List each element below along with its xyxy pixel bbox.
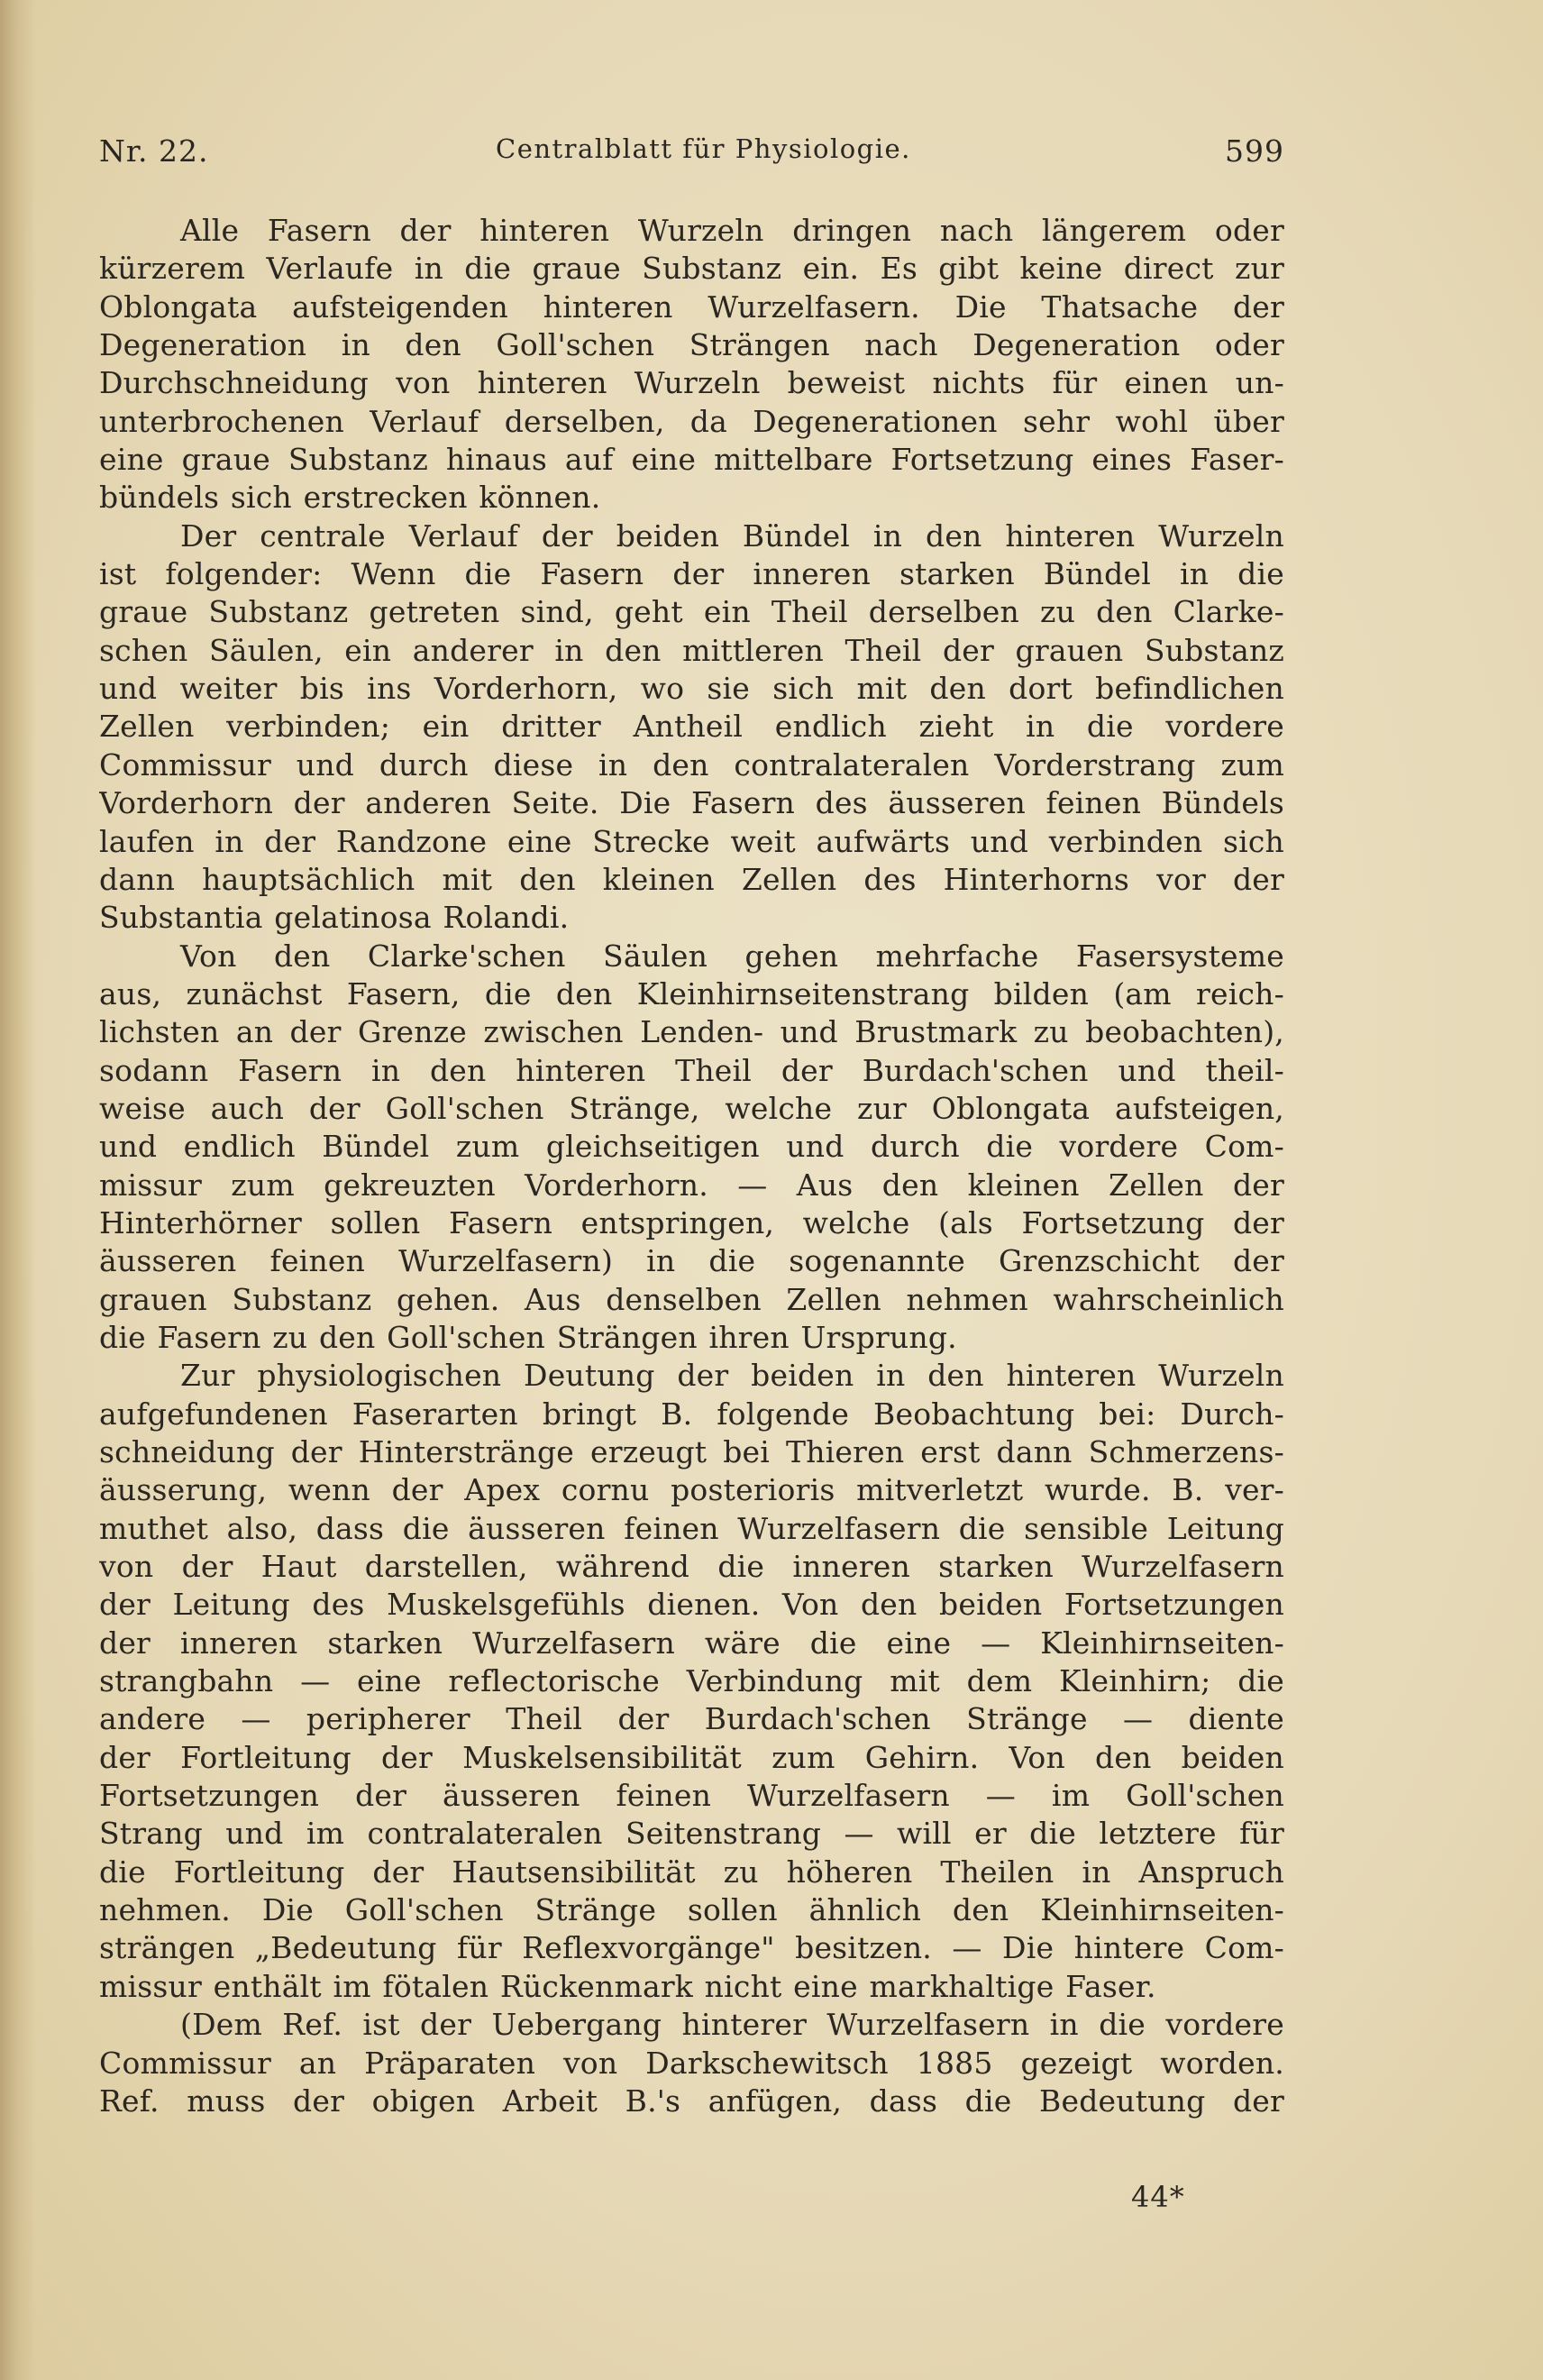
text-line: aufgefundenen Faserarten bringt B. folgende Beobachtung bei: Durch- xyxy=(99,1396,1284,1432)
text-line: Alle Fasern der hinteren Wurzeln dringen nach längerem oder xyxy=(180,213,1284,248)
text-line: andere — peripherer Theil der Burdach'schen Stränge — diente xyxy=(99,1701,1284,1737)
text-line: schen Säulen, ein anderer in den mittleren Theil der grauen Substanz xyxy=(99,632,1284,668)
page-edge xyxy=(0,0,36,2380)
text-line: dann hauptsächlich mit den kleinen Zellen des Hinterhorns vor der xyxy=(99,861,1284,897)
text-line: und endlich Bündel zum gleichseitigen und durch die vordere Com- xyxy=(99,1129,1284,1165)
text-line: Degeneration in den Goll'schen Strängen nach Degeneration oder xyxy=(99,327,1284,363)
text-line: strängen „Bedeutung für Reflexvorgänge" besitzen. — Die hintere Com- xyxy=(99,1930,1284,1966)
text-line: missur zum gekreuzten Vorderhorn. — Aus den kleinen Zellen der xyxy=(99,1167,1284,1203)
issue-number: Nr. 22. xyxy=(99,133,209,169)
text-line: Oblongata aufsteigenden hinteren Wurzelfasern. Die Thatsache der xyxy=(99,288,1284,325)
text-line: und weiter bis ins Vorderhorn, wo sie sich mit den dort befindlichen xyxy=(99,671,1284,707)
text-line: muthet also, dass die äusseren feinen Wurzelfasern die sensible Leitung xyxy=(99,1510,1284,1546)
text-line: Vorderhorn der anderen Seite. Die Fasern des äusseren feinen Bündels xyxy=(99,785,1284,821)
text-line: Commissur und durch diese in den contralateralen Vorderstrang zum xyxy=(99,746,1284,783)
page-number: 599 xyxy=(1225,133,1284,169)
text-line: der Fortleitung der Muskelsensibilität zum Gehirn. Von den beiden xyxy=(99,1739,1284,1775)
text-line: Der centrale Verlauf der beiden Bündel in den hinteren Wurzeln xyxy=(180,517,1284,554)
text-line: missur enthält im fötalen Rückenmark nicht eine markhaltige Faser. xyxy=(99,1968,1156,2004)
text-line: äusseren feinen Wurzelfasern) in die sogenannte Grenzschicht der xyxy=(99,1243,1284,1279)
text-line: sodann Fasern in den hinteren Theil der Burdach'schen und theil- xyxy=(99,1052,1284,1088)
text-line: ist folgender: Wenn die Fasern der inneren starken Bündel in die xyxy=(99,556,1284,592)
text-line: von der Haut darstellen, während die inneren starken Wurzelfasern xyxy=(99,1549,1284,1585)
text-line: Ref. muss der obigen Arbeit B.'s anfügen, dass die Bedeutung der xyxy=(99,2082,1284,2119)
text-line: der inneren starken Wurzelfasern wäre die eine — Kleinhirnseiten- xyxy=(99,1625,1284,1661)
body-text xyxy=(99,212,1284,2120)
text-line: laufen in der Randzone eine Strecke weit aufwärts und verbinden sich xyxy=(99,823,1284,859)
text-line: Durchschneidung von hinteren Wurzeln beweist nichts für einen un- xyxy=(99,365,1284,401)
text-line: Commissur an Präparaten von Darkschewitsch 1885 gezeigt worden. xyxy=(99,2045,1284,2081)
journal-title: Centralblatt für Physiologie. xyxy=(496,133,911,164)
text-line: (Dem Ref. ist der Uebergang hinterer Wurzelfasern in die vordere xyxy=(180,2007,1284,2043)
text-line: nehmen. Die Goll'schen Stränge sollen ähnlich den Kleinhirnseiten- xyxy=(99,1892,1284,1928)
text-line: aus, zunächst Fasern, die den Kleinhirnseitenstrang bilden (am reich- xyxy=(99,975,1284,1012)
text-line: Zellen verbinden; ein dritter Antheil endlich zieht in die vordere xyxy=(99,709,1284,745)
text-line: graue Substanz getreten sind, geht ein Theil derselben zu den Clarke- xyxy=(99,594,1284,630)
text-line: Zur physiologischen Deutung der beiden in den hinteren Wurzeln xyxy=(180,1358,1284,1394)
text-line: Strang und im contralateralen Seitenstrang — will er die letztere für xyxy=(99,1816,1284,1852)
text-line: weise auch der Goll'schen Stränge, welche zur Oblongata aufsteigen, xyxy=(99,1090,1284,1126)
text-line: äusserung, wenn der Apex cornu posterioris mitverletzt wurde. B. ver- xyxy=(99,1472,1284,1508)
text-line: Substantia gelatinosa Rolandi. xyxy=(99,900,570,936)
text-line: die Fortleitung der Hautsensibilität zu höheren Theilen in Anspruch xyxy=(99,1854,1284,1890)
signature-mark: 44* xyxy=(1131,2180,1185,2214)
text-line: unterbrochenen Verlauf derselben, da Degenerationen sehr wohl über xyxy=(99,403,1284,439)
text-line: Fortsetzungen der äusseren feinen Wurzelfasern — im Goll'schen xyxy=(99,1778,1284,1814)
text-line: schneidung der Hinterstränge erzeugt bei Thieren erst dann Schmerzens- xyxy=(99,1434,1284,1469)
text-line: lichsten an der Grenze zwischen Lenden- und Brustmark zu beobachten), xyxy=(99,1014,1284,1050)
running-header xyxy=(99,133,1284,188)
text-line: Von den Clarke'schen Säulen gehen mehrfache Fasersysteme xyxy=(180,938,1284,974)
text-line: die Fasern zu den Goll'schen Strängen ihren Ursprung. xyxy=(99,1319,957,1355)
text-line: der Leitung des Muskelsgefühls dienen. Von den beiden Fortsetzungen xyxy=(99,1587,1284,1623)
text-line: eine graue Substanz hinaus auf eine mittelbare Fortsetzung eines Faser- xyxy=(99,442,1284,478)
text-line: bündels sich erstrecken können. xyxy=(99,480,601,516)
text-line: strangbahn — eine reflectorische Verbindung mit dem Kleinhirn; die xyxy=(99,1663,1284,1699)
text-line: kürzerem Verlaufe in die graue Substanz ein. Es gibt keine direct zur xyxy=(99,251,1284,287)
text-line: Hinterhörner sollen Fasern entspringen, welche (als Fortsetzung der xyxy=(99,1204,1284,1240)
text-line: grauen Substanz gehen. Aus denselben Zellen nehmen wahrscheinlich xyxy=(99,1281,1284,1317)
